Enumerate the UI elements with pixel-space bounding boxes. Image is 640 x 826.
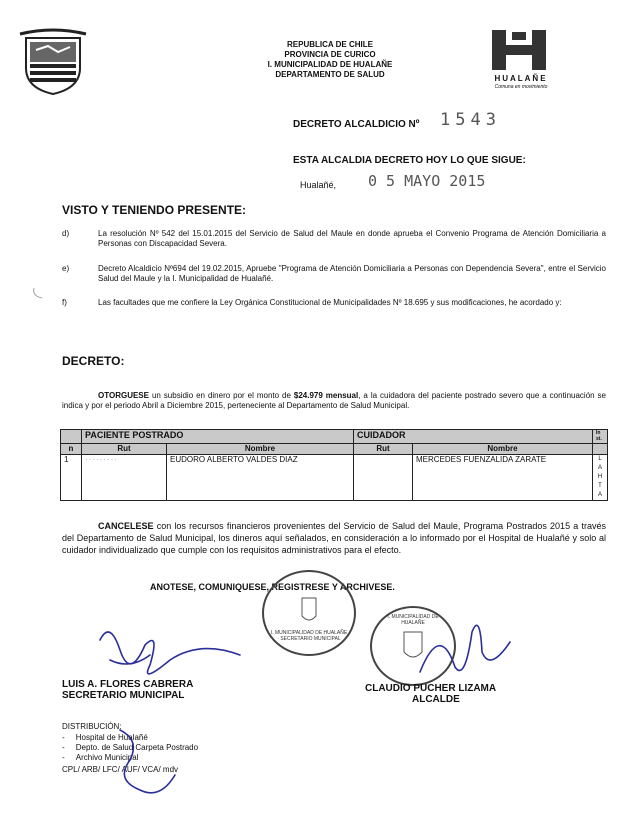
handwritten-initial-mark bbox=[80, 720, 190, 810]
punch-hole-mark bbox=[30, 286, 44, 300]
cancelese-text: con los recursos financieros provenientes del Servicio de Salud del Maule, Programa Postrados 2015 a través del Departamento de Salud Municipal, los dineros aquí señalados, en consideración a lo informado por el Hospital de Hualañé y solo al cuidador individualizado que cumple con los requisitos administrativos para el efecto. bbox=[62, 521, 606, 555]
inst-char: T bbox=[598, 483, 602, 489]
decree-place: Hualañé, bbox=[300, 180, 337, 190]
otorguese-paragraph bbox=[62, 391, 606, 411]
col-nombre-header: Nombre bbox=[167, 444, 354, 455]
inst-char: H bbox=[597, 474, 603, 480]
subsidy-amount: $24.979 mensual bbox=[293, 391, 359, 400]
col-rut2-header: Rut bbox=[354, 444, 413, 455]
logo-name: HUALAÑE bbox=[494, 74, 548, 83]
list-item: - Hospital de Hualañé bbox=[62, 733, 148, 742]
caregiver-name: MERCEDES FUENZALIDA ZARATE bbox=[413, 455, 593, 501]
visto-item-text: Decreto Alcaldicio Nº694 del 19.02.2015, Apruebe "Programa de Atención Domiciliaria a Personas con Dependencia Severa", entre el Servicio Salud del Maule y la I. Municipalidad de Hualañé. bbox=[98, 264, 606, 283]
distribution-item: Depto. de Salud Carpeta Postrado bbox=[75, 743, 199, 752]
row-number: 1 bbox=[61, 455, 82, 501]
header-line: DEPARTAMENTO DE SALUD bbox=[275, 70, 385, 79]
mayor-name: CLAUDIO PUCHER LIZAMA bbox=[365, 683, 497, 694]
inst-char: A bbox=[597, 465, 602, 471]
group-caregiver-header: CUIDADOR bbox=[354, 430, 593, 444]
otorguese-word: OTORGUESE bbox=[98, 391, 149, 400]
otorguese-text-a: un subsidio en dinero por el monto de bbox=[148, 391, 294, 400]
municipal-shield-logo bbox=[18, 28, 88, 98]
header-line: REPUBLICA DE CHILE bbox=[287, 40, 373, 49]
decreto-title: DECRETO: bbox=[62, 354, 125, 368]
inst-char: L bbox=[598, 456, 602, 462]
mayor-title: ALCALDE bbox=[412, 694, 460, 705]
distribution-title: DISTRIBUCIÓN: bbox=[62, 722, 122, 731]
secretary-seal-text: I. MUNICIPALIDAD DE HUALAÑE · SECRETARIO MUNICIPAL bbox=[270, 630, 348, 642]
table-column-header-row bbox=[61, 444, 608, 455]
col-inst-header bbox=[593, 444, 608, 455]
table-row bbox=[61, 455, 608, 501]
secretary-title: SECRETARIO MUNICIPAL bbox=[62, 690, 185, 701]
patient-rut-redacted: ········· bbox=[82, 455, 167, 501]
logo-tagline: Comuna en movimiento bbox=[494, 84, 548, 90]
secretary-seal bbox=[262, 570, 356, 656]
decree-number-label: DECRETO ALCALDICIO Nº bbox=[293, 119, 420, 130]
otorguese-text-b: , a la cuidadora del paciente postrado severo que a continuación se indica y por el periodo Abril a Diciembre 2015, perteneciente al Departamento de Salud Municipal. bbox=[62, 391, 607, 410]
distribution-item: Hospital de Hualañé bbox=[75, 733, 148, 742]
col-rut-header: Rut bbox=[82, 444, 167, 455]
distribution-item: Archivo Municipal bbox=[75, 753, 139, 762]
decree-heading: ESTA ALCALDIA DECRETO HOY LO QUE SIGUE: bbox=[293, 155, 526, 166]
visto-item-text: Las facultades que me confiere la Ley Orgánica Constitucional de Municipalidades Nº 18.695 y sus modificaciones, he acordado y: bbox=[98, 298, 562, 307]
table-corner-cell bbox=[61, 430, 82, 444]
mayor-seal-text: I. MUNICIPALIDAD DE HUALAÑE bbox=[387, 614, 439, 626]
mayor-signature bbox=[410, 612, 520, 692]
table-group-header-row bbox=[61, 430, 608, 444]
secretary-signature bbox=[90, 610, 250, 690]
visto-letter: d) bbox=[62, 229, 70, 238]
group-institution-header: In st. bbox=[593, 430, 608, 444]
hualane-h-logo bbox=[490, 28, 548, 72]
visto-item-text: La resolución Nº 542 del 15.01.2015 del Servicio de Salud del Maule en donde aprueba el Convenio Programa de Atención Domiciliaria a Personas con Discapacidad Severa. bbox=[98, 229, 606, 248]
list-item: - Archivo Municipal bbox=[62, 753, 139, 762]
secretary-name: LUIS A. FLORES CABRERA bbox=[62, 679, 194, 690]
cancelese-paragraph bbox=[62, 520, 606, 556]
cancelese-word: CANCELESE bbox=[98, 521, 154, 531]
visto-letter: e) bbox=[62, 264, 70, 273]
group-patient-header: PACIENTE POSTRADO bbox=[82, 430, 354, 444]
inst-char: A bbox=[597, 492, 602, 498]
beneficiary-table bbox=[60, 429, 608, 501]
header-line: I. MUNICIPALIDAD DE HUALAÑE bbox=[267, 60, 393, 69]
caregiver-rut-redacted bbox=[354, 455, 413, 501]
decree-number: 1543 bbox=[440, 110, 501, 130]
anotese-line: ANOTESE, COMUNIQUESE, REGISTRESE Y ARCHIVESE. bbox=[150, 582, 395, 592]
visto-letter: f) bbox=[62, 298, 67, 307]
distribution-initials: CPL/ ARB/ LFC/ AUF/ VCA/ mdv bbox=[62, 765, 179, 774]
header-line: PROVINCIA DE CURICO bbox=[284, 50, 376, 59]
list-item: - Depto. de Salud Carpeta Postrado bbox=[62, 743, 199, 752]
visto-title: VISTO Y TENIENDO PRESENTE: bbox=[62, 203, 247, 217]
col-nombre2-header: Nombre bbox=[413, 444, 593, 455]
patient-name: EUDORO ALBERTO VALDES DIAZ bbox=[167, 455, 354, 501]
decree-date-stamp: 0 5 MAYO 2015 bbox=[368, 172, 486, 190]
municipal-header bbox=[240, 40, 420, 80]
institution-code bbox=[593, 455, 608, 501]
col-n-header: n bbox=[61, 444, 82, 455]
